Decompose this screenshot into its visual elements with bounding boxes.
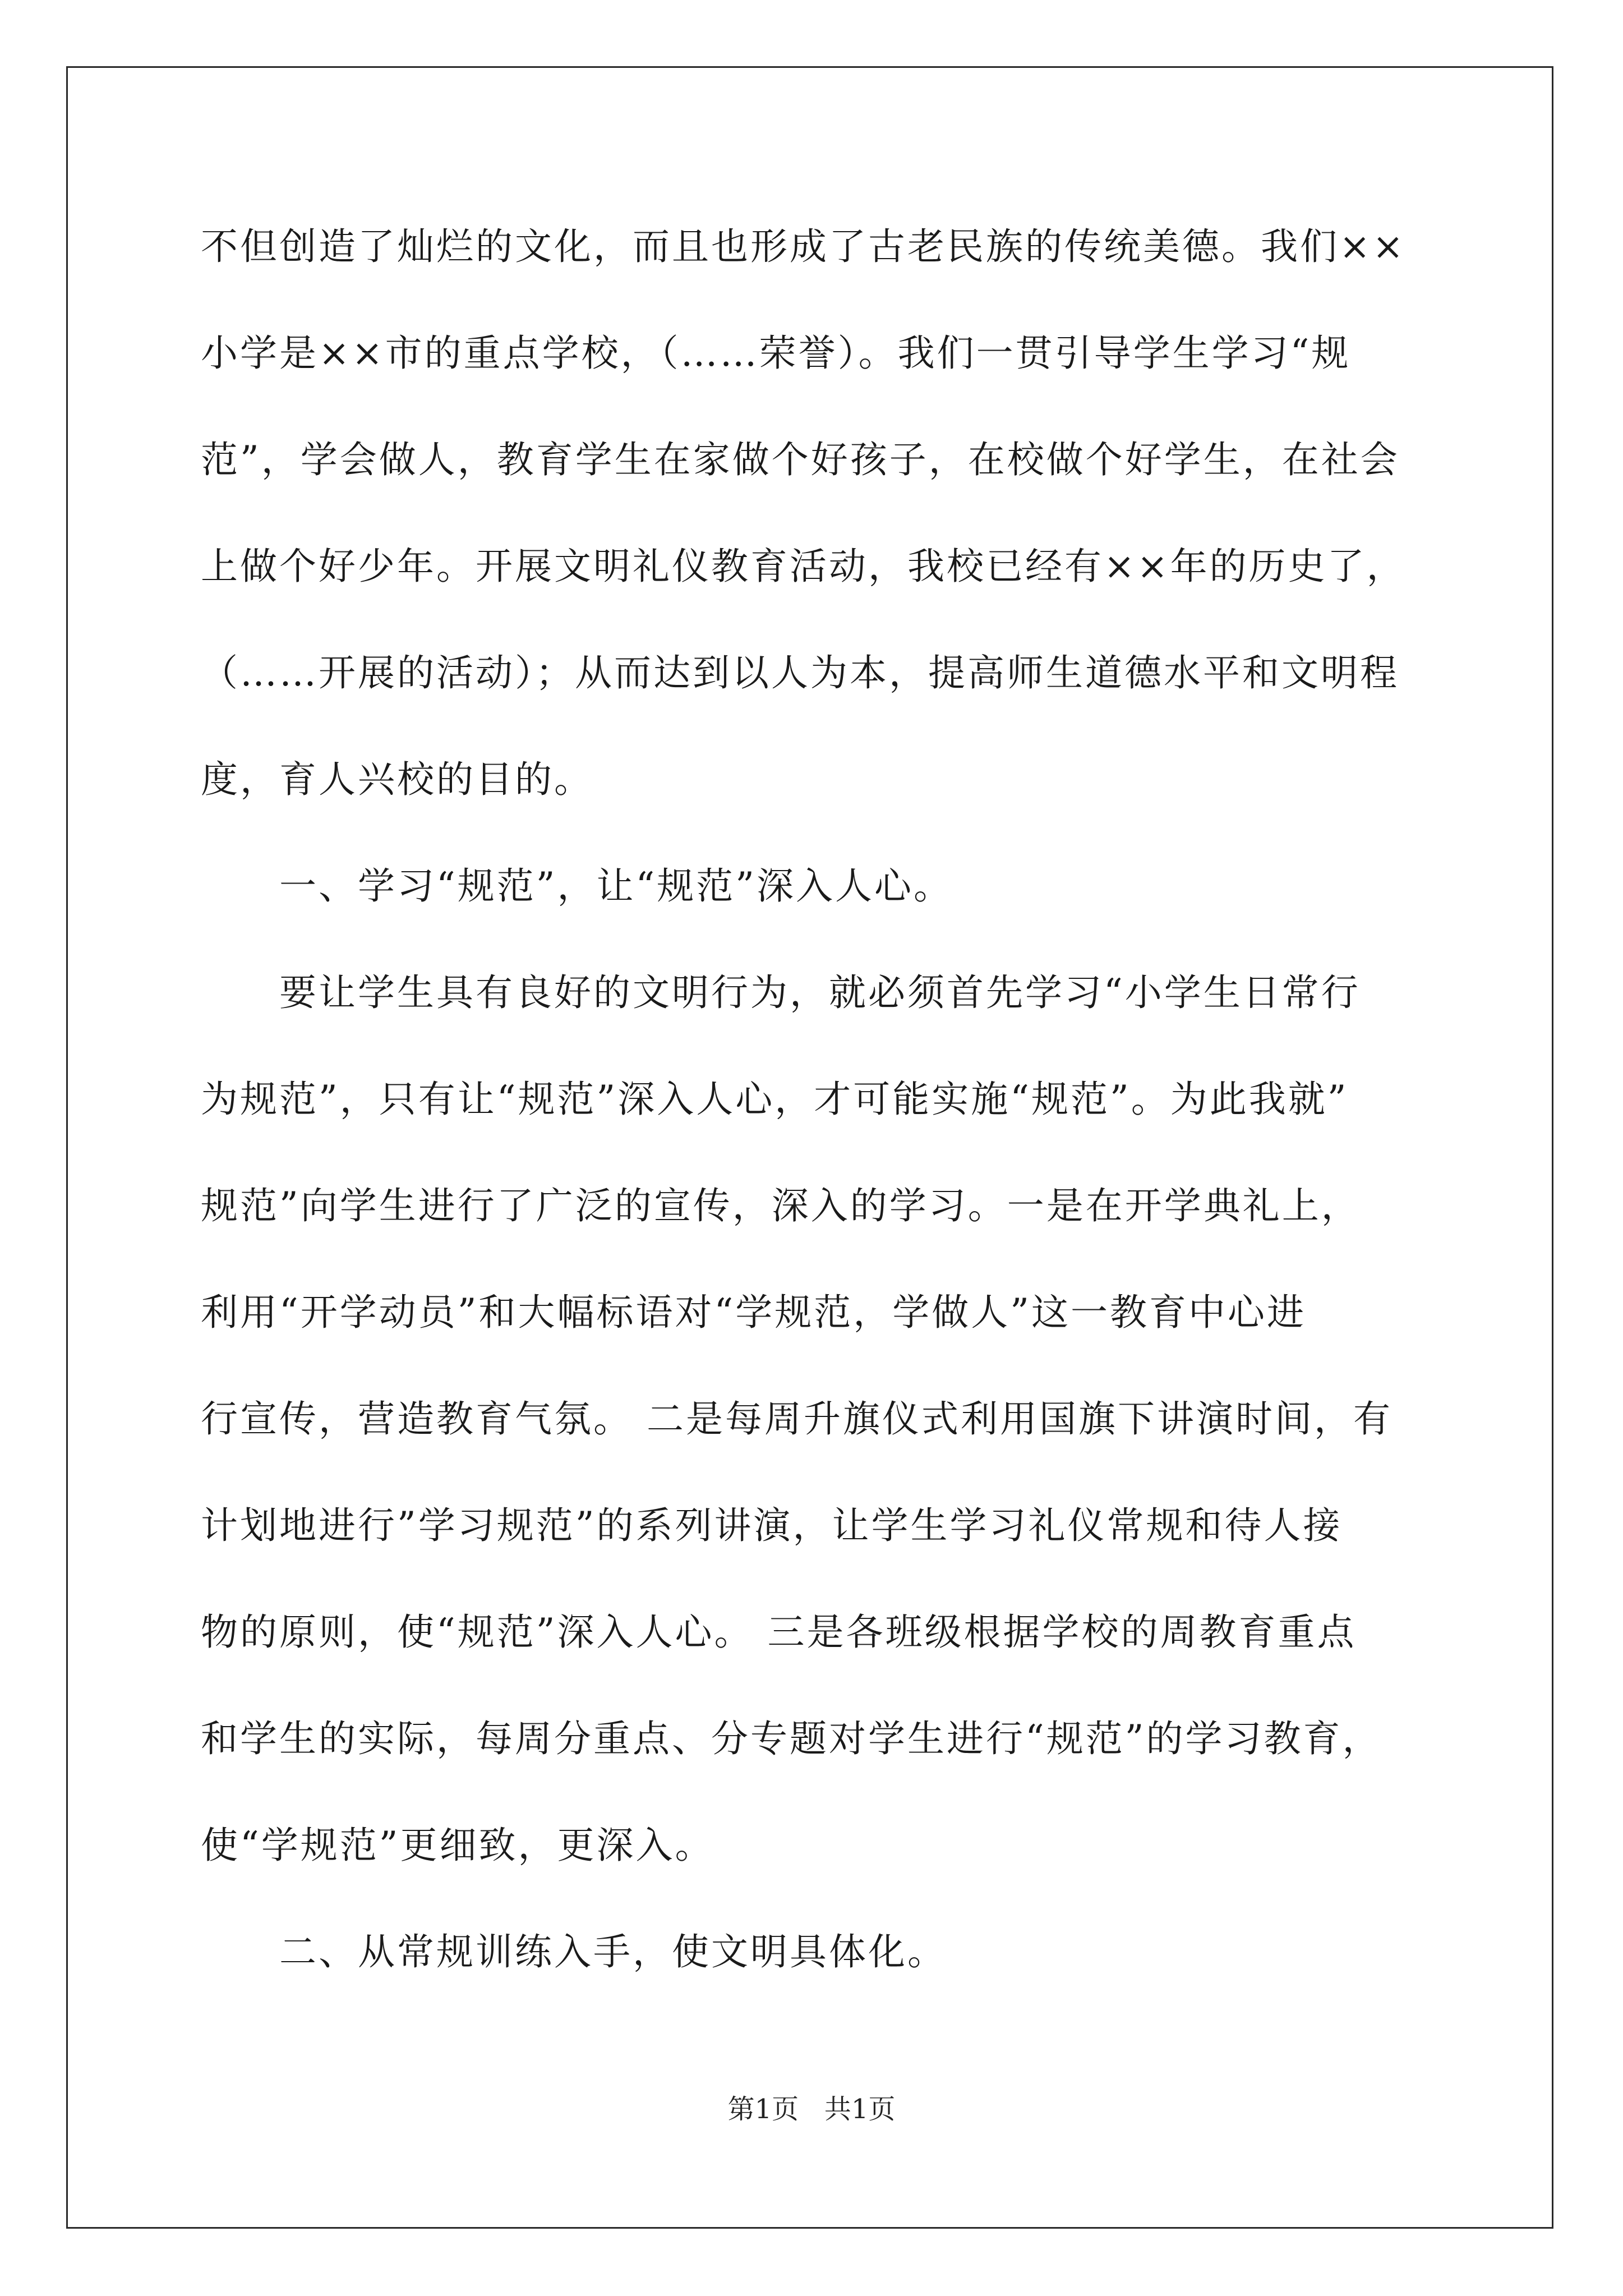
paragraph-line: 使“学规范”更细致，更深入。 — [201, 1824, 714, 1867]
paragraph-line: 为规范”，只有让“规范”深入人心，才可能实施“规范”。为此我就” — [201, 1078, 1349, 1121]
paragraph-line: 不但创造了灿烂的文化，而且也形成了古老民族的传统美德。我们×× — [201, 225, 1406, 268]
section-heading-1: 一、学习“规范”，让“规范”深入人心。 — [279, 864, 953, 908]
page-border — [66, 66, 1553, 2229]
paragraph-line: 度，育人兴校的目的。 — [201, 758, 593, 801]
paragraph-line: 物的原则，使“规范”深入人心。 三是各班级根据学校的周教育重点 — [201, 1611, 1357, 1654]
page-footer: 第1页 共1页 — [727, 2093, 896, 2125]
paragraph-line: 要让学生具有良好的文明行为，就必须首先学习“小学生日常行 — [279, 971, 1361, 1014]
paragraph-line: 利用“开学动员”和大幅标语对“学规范，学做人”这一教育中心进 — [201, 1291, 1306, 1334]
paragraph-line: 小学是××市的重点学校，（……荣誉）。我们一贯引导学生学习“规 — [201, 332, 1351, 375]
paragraph-line: 范”，学会做人，教育学生在家做个好孩子，在校做个好学生，在社会 — [201, 438, 1400, 481]
paragraph-line: 上做个好少年。开展文明礼仪教育活动，我校已经有××年的历史了， — [201, 545, 1406, 588]
paragraph-line: 计划地进行”学习规范”的系列讲演，让学生学习礼仪常规和待人接 — [201, 1504, 1343, 1547]
paragraph-line: 规范”向学生进行了广泛的宣传，深入的学习。一是在开学典礼上， — [201, 1184, 1361, 1227]
paragraph-line: 行宣传，营造教育气氛。 二是每周升旗仪式利用国旗下讲演时间，有 — [201, 1397, 1393, 1441]
paragraph-line: 和学生的实际，每周分重点、分专题对学生进行“规范”的学习教育， — [201, 1717, 1382, 1760]
paragraph-line: （……开展的活动）；从而达到以人为本，提高师生道德水平和文明程 — [201, 651, 1399, 694]
section-heading-2: 二、从常规训练入手，使文明具体化。 — [279, 1930, 947, 1973]
